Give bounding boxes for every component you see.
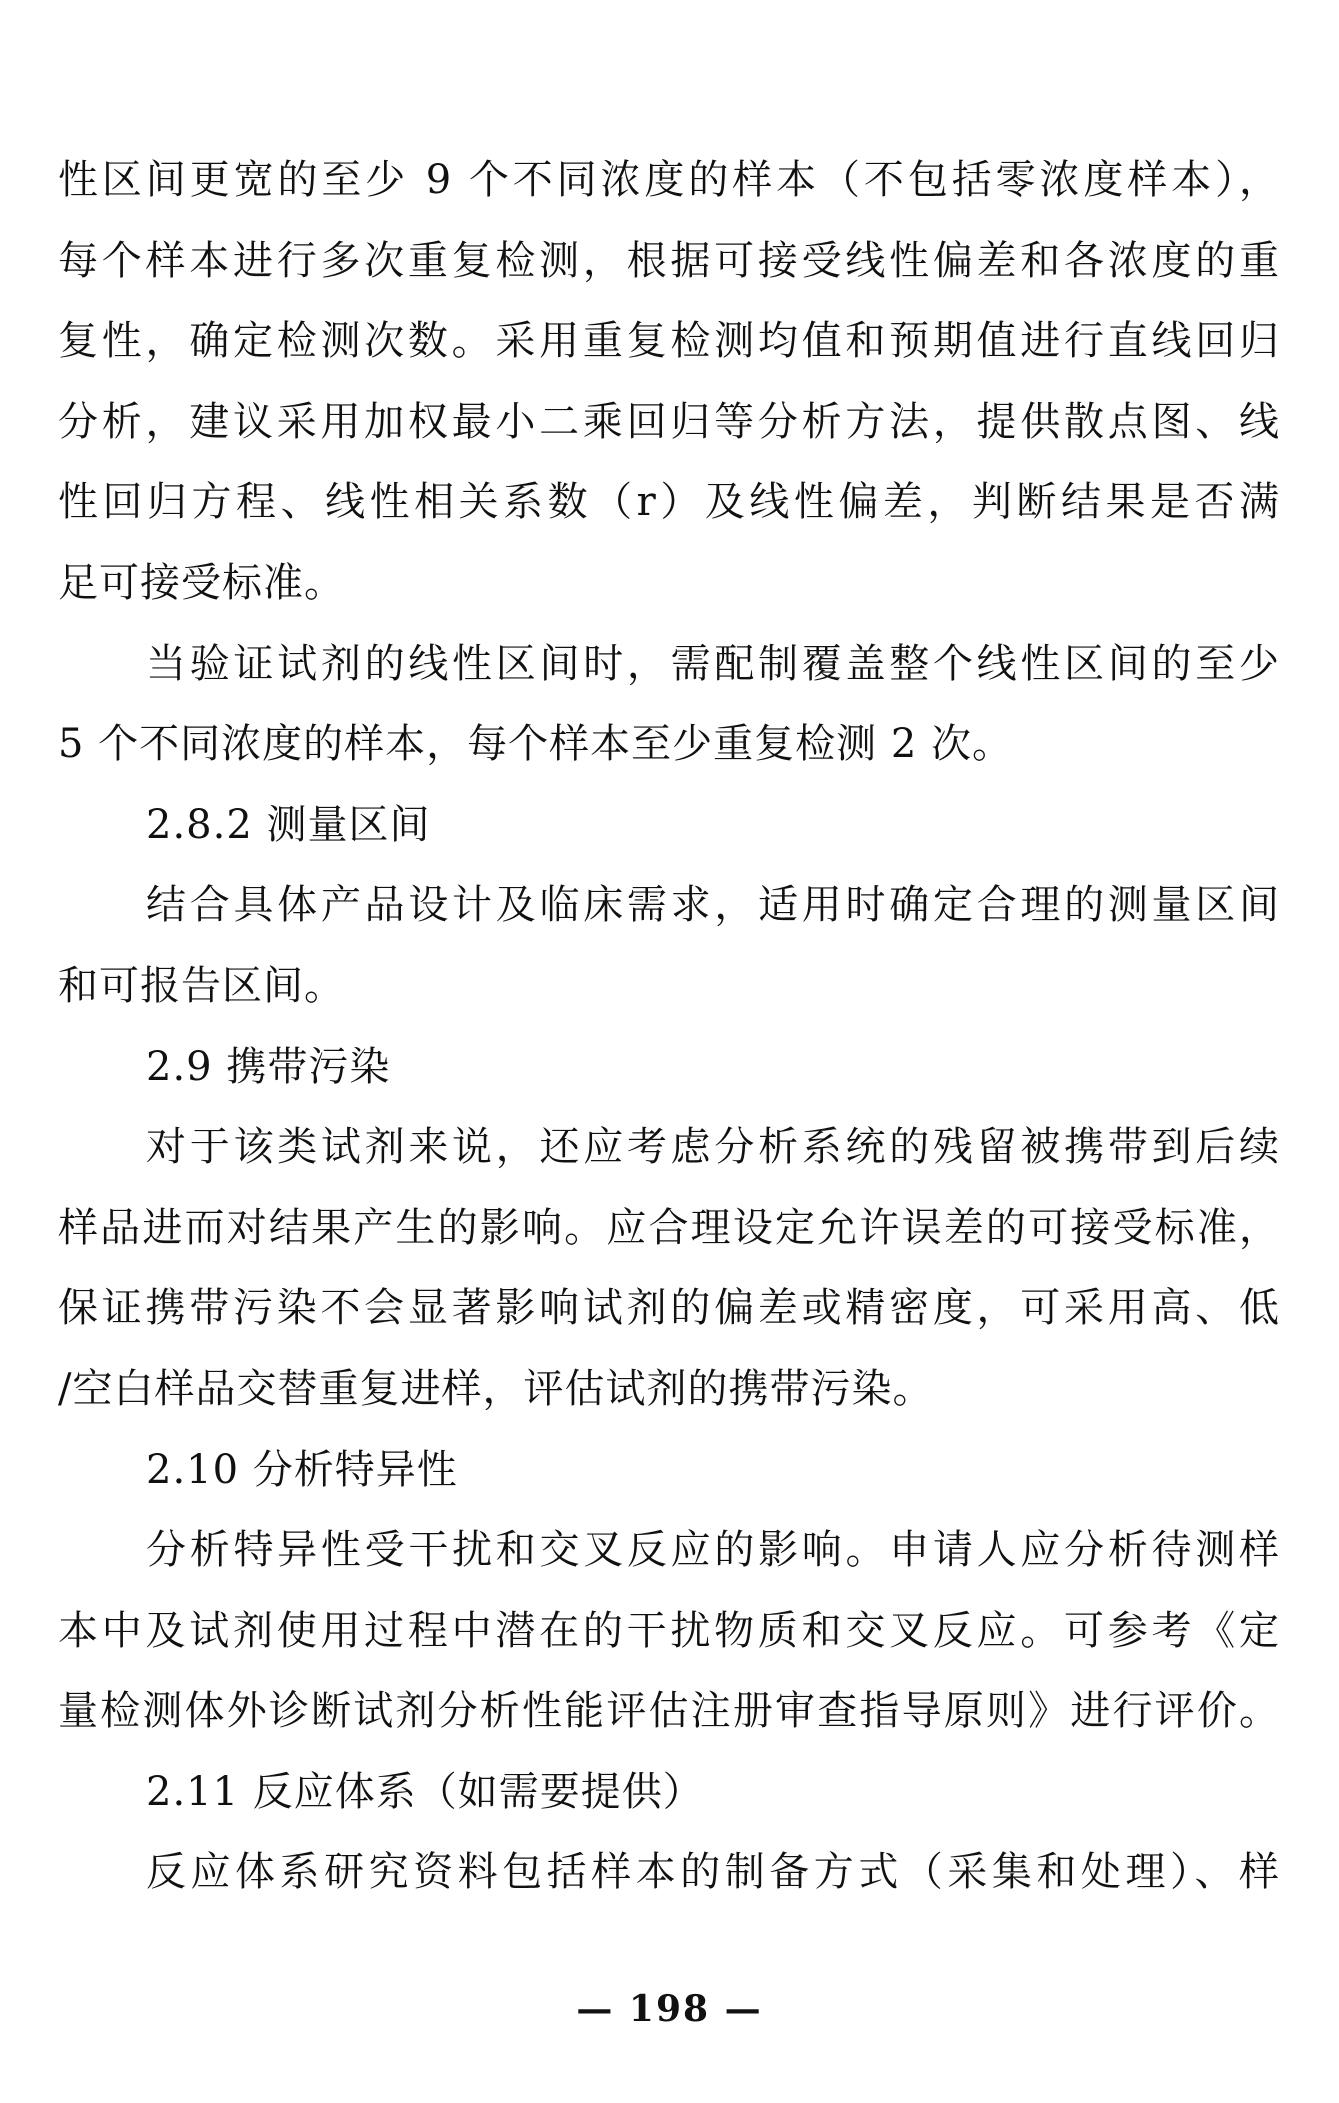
text-line: 本中及试剂使用过程中潜在的干扰物质和交叉反应。可参考《定: [58, 1607, 1280, 1654]
text-line: 反应体系研究资料包括样本的制备方式（采集和处理）、样: [146, 1849, 1280, 1896]
text-line: 分析特异性受干扰和交叉反应的影响。申请人应分析待测样: [146, 1527, 1280, 1574]
text-line: 性回归方程、线性相关系数（r）及线性偏差，判断结果是否满: [58, 479, 1280, 526]
text-line: 保证携带污染不会显著影响试剂的偏差或精密度，可采用高、低: [58, 1285, 1280, 1332]
section-heading: 2.11 反应体系（如需要提供）: [146, 1768, 704, 1815]
section-heading: 2.9 携带污染: [146, 1043, 391, 1090]
text-line: /空白样品交替重复进样，评估试剂的携带污染。: [58, 1365, 934, 1412]
section-heading: 2.8.2 测量区间: [146, 801, 431, 848]
text-line: 每个样本进行多次重复检测，根据可接受线性偏差和各浓度的重: [58, 237, 1280, 284]
text-line: 足可接受标准。: [58, 559, 345, 606]
text-line: 量检测体外诊断试剂分析性能评估注册审查指导原则》进行评价。: [58, 1688, 1280, 1735]
section-heading: 2.10 分析特异性: [146, 1446, 458, 1493]
text-line: 性区间更宽的至少 9 个不同浓度的样本（不包括零浓度样本），: [58, 157, 1280, 203]
text-line: 分析，建议采用加权最小二乘回归等分析方法，提供散点图、线: [58, 398, 1280, 445]
text-line: 当验证试剂的线性区间时，需配制覆盖整个线性区间的至少: [146, 640, 1280, 687]
text-line: 复性，确定检测次数。采用重复检测均值和预期值进行直线回归: [58, 318, 1280, 365]
text-line: 样品进而对结果产生的影响。应合理设定允许误差的可接受标准，: [58, 1204, 1280, 1251]
page-number: — 198 —: [576, 1988, 763, 2030]
text-line: 结合具体产品设计及临床需求，适用时确定合理的测量区间: [146, 882, 1280, 929]
document-body: [58, 140, 1280, 1913]
text-line: 和可报告区间。: [58, 962, 345, 1009]
text-line: 5 个不同浓度的样本，每个样本至少重复检测 2 次。: [58, 721, 1014, 768]
text-line: 对于该类试剂来说，还应考虑分析系统的残留被携带到后续: [146, 1124, 1280, 1171]
